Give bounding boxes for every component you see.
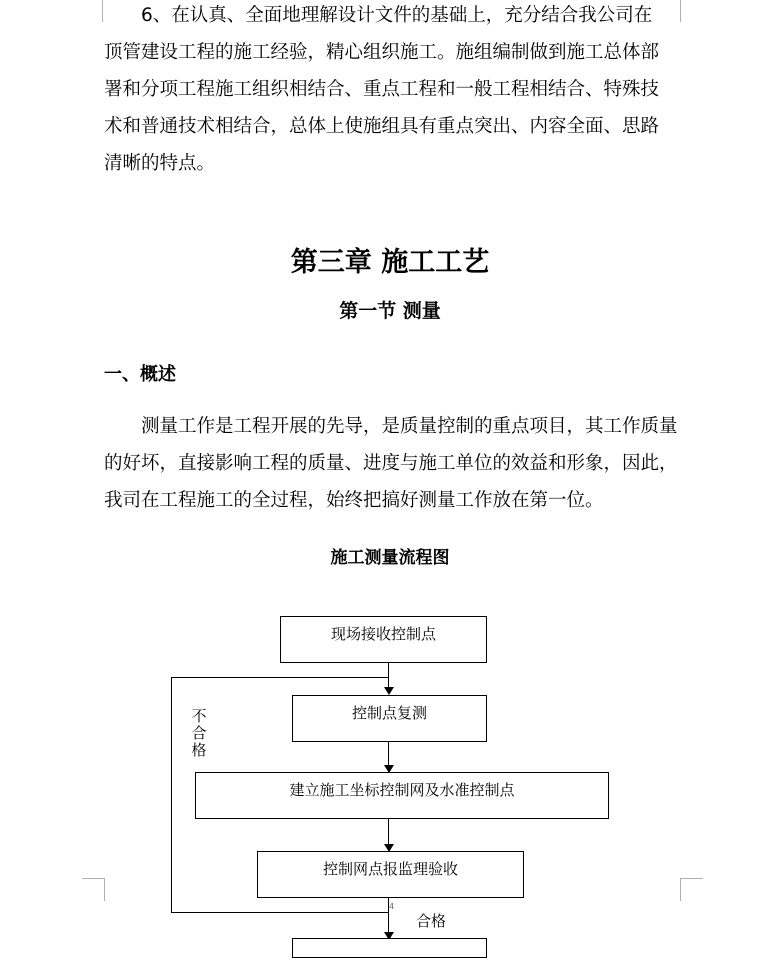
paragraph-line: 测量工作是工程开展的先导，是质量控制的重点项目，其工作质量 (141, 416, 678, 437)
page-number: 4 (389, 902, 395, 911)
heading-overview: 一、概述 (104, 364, 176, 385)
paragraph-line: 的好坏，直接影响工程的质量、进度与施工单位的效益和形象，因此， (104, 453, 678, 474)
feedback-loop-side (171, 677, 172, 913)
corner-mark-bottom-left (82, 878, 105, 901)
flow-arrow (384, 687, 394, 695)
feedback-loop-top (171, 677, 389, 678)
corner-mark-top-left (80, 0, 103, 22)
flowchart-caption: 施工测量流程图 (330, 548, 450, 568)
paragraph-line: 清晰的特点。 (104, 153, 216, 174)
flow-step-recheck-control-points: 控制点复测 (292, 695, 487, 742)
fail-label: 不合格 (191, 707, 207, 759)
flow-step-build-control-network: 建立施工坐标控制网及水准控制点 (195, 772, 609, 819)
flow-step-receive-control-points: 现场接收控制点 (280, 616, 487, 663)
section-title: 第一节 测量 (339, 300, 441, 322)
pass-label: 合格 (416, 912, 447, 930)
paragraph-line: 我司在工程施工的全过程，始终把搞好测量工作放在第一位。 (104, 490, 604, 511)
intro-paragraph (104, 0, 684, 182)
paragraph-line: 6、在认真、全面地理解设计文件的基础上，充分结合我公司在 (141, 5, 653, 26)
flow-step-next (292, 938, 487, 958)
feedback-loop-bottom (171, 912, 389, 913)
paragraph-line: 顶管建设工程的施工经验，精心组织施工。施组编制做到施工总体部 (104, 42, 660, 63)
paragraph-line: 术和普通技术相结合，总体上使施组具有重点突出、内容全面、思路 (104, 116, 660, 137)
flow-step-submit-for-approval: 控制网点报监理验收 (257, 851, 524, 898)
overview-paragraph (104, 408, 684, 519)
corner-mark-bottom-right (680, 878, 703, 901)
chapter-title: 第三章 施工工艺 (290, 247, 490, 278)
paragraph-line: 署和分项工程施工组织相结合、重点工程和一般工程相结合、特殊技 (104, 79, 660, 100)
